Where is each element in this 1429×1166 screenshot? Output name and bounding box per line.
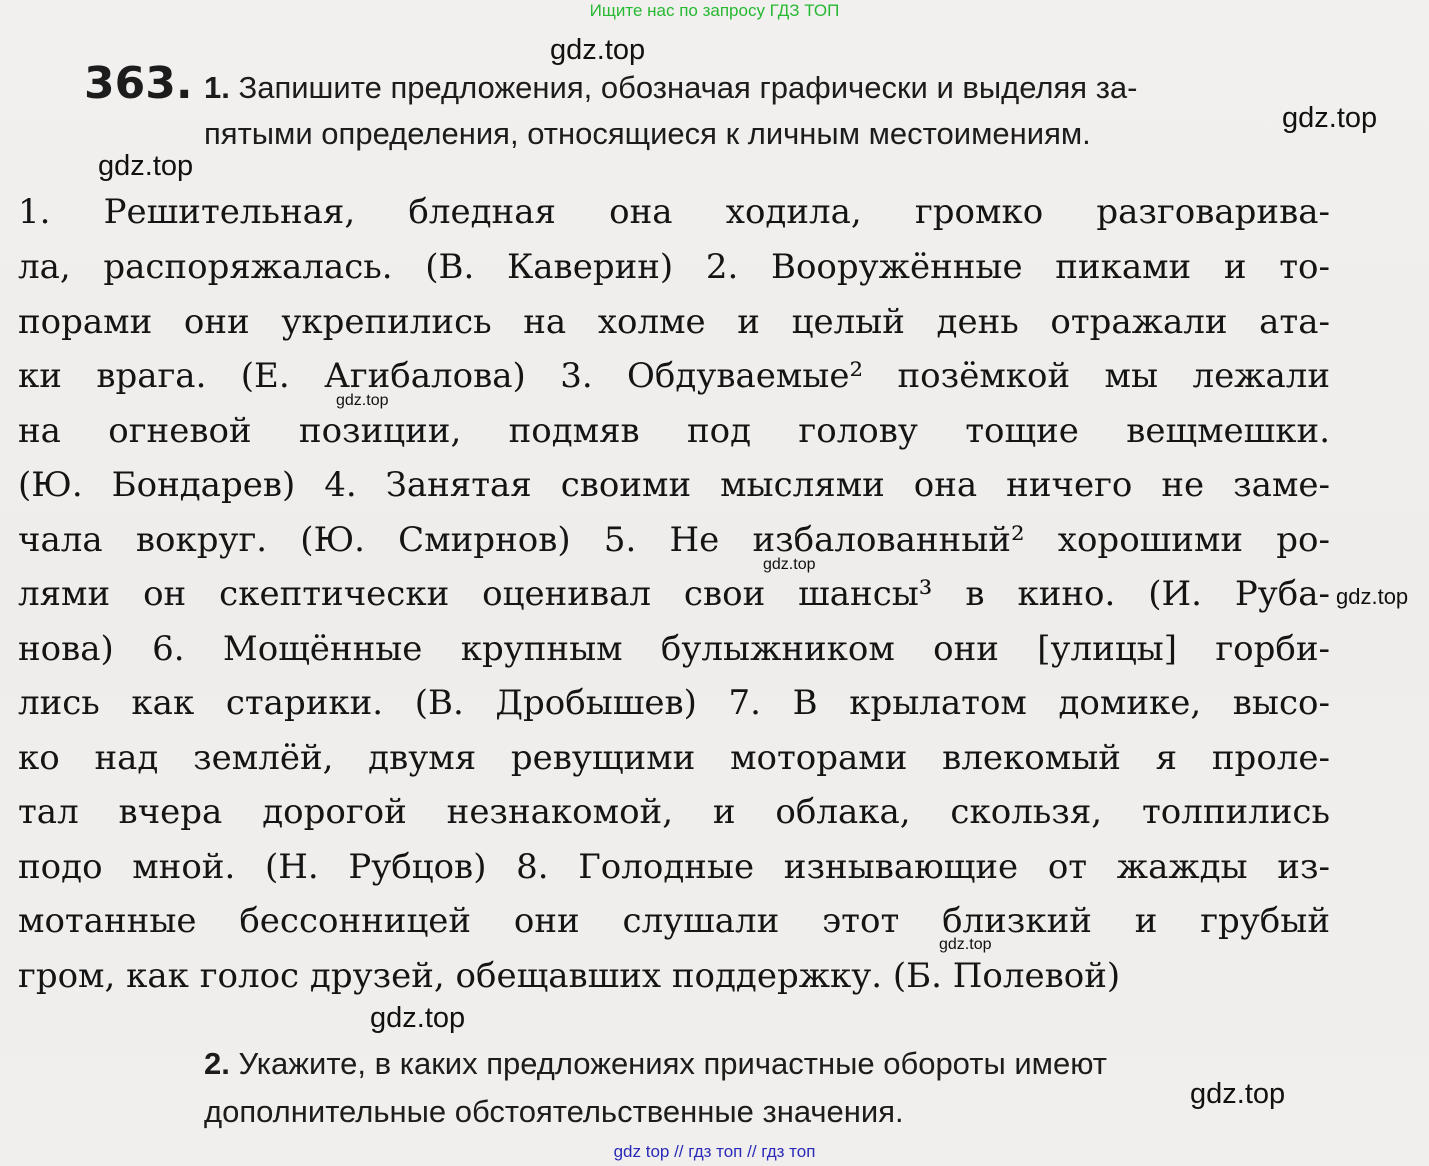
step-number: 2. — [204, 1046, 230, 1081]
watermark: gdz.top — [370, 1002, 466, 1034]
instruction-text: Укажите, в каких предложениях причастные обороты имеют — [238, 1046, 1107, 1081]
text-line: гром, как голос друзей, обещавших поддержку. (Б. Полевой) — [18, 956, 1121, 996]
watermark: gdz.top — [939, 936, 992, 953]
text-line: чала вокруг. (Ю. Смирнов) 5. Не избалованный² хорошими ро- — [18, 520, 1330, 560]
text-line: порами они укрепились на холме и целый день отражали ата- — [18, 302, 1330, 342]
task-instruction-2 — [204, 1044, 1107, 1084]
text-line: ла, распоряжалась. (В. Каверин) 2. Вооружённые пиками и то- — [18, 247, 1330, 287]
instruction-text: Запишите предложения, обозначая графически и выделяя за- — [238, 70, 1138, 105]
text-line: подо мной. (Н. Рубцов) 8. Голодные изнывающие от жажды из- — [18, 847, 1330, 887]
footer-links[interactable]: gdz top // гдз топ // гдз топ — [613, 1142, 816, 1161]
text-line: ки врага. (Е. Агибалова) 3. Обдуваемые² позёмкой мы лежали — [18, 356, 1330, 396]
text-line: лями он скептически оценивал свои шансы³ в кино. (И. Руба- — [18, 574, 1330, 614]
watermark: gdz.top — [1336, 584, 1409, 609]
text-line: (Ю. Бондарев) 4. Занятая своими мыслями она ничего не заме- — [18, 465, 1330, 505]
text-line: мотанные бессонницей они слушали этот близкий и грубый — [18, 901, 1330, 941]
exercise-number: 363. — [84, 58, 193, 109]
task-instruction-1 — [204, 68, 1137, 108]
watermark: gdz.top — [763, 556, 816, 573]
watermark: gdz.top — [98, 150, 194, 182]
text-line: нова) 6. Мощённые крупным булыжником они [улицы] горби- — [18, 629, 1330, 669]
watermark: gdz.top — [1282, 102, 1378, 134]
watermark: gdz.top — [1190, 1078, 1286, 1110]
task-instruction-2-cont: дополнительные обстоятельственные значения. — [204, 1094, 904, 1129]
text-line: ко над землёй, двумя ревущими моторами влекомый я проле- — [18, 738, 1330, 778]
text-line: 1. Решительная, бледная она ходила, громко разговарива- — [18, 192, 1330, 232]
watermark: gdz.top — [336, 392, 389, 409]
text-line: лись как старики. (В. Дробышев) 7. В крылатом домике, высо- — [18, 683, 1330, 723]
step-number: 1. — [204, 70, 230, 105]
watermark: gdz.top — [550, 34, 646, 66]
task-instruction-1-cont: пятыми определения, относящиеся к личным местоимениям. — [204, 116, 1091, 151]
search-banner[interactable]: Ищите нас по запросу ГДЗ ТОП — [589, 1, 840, 20]
text-line: на огневой позиции, подмяв под голову тощие вещмешки. — [18, 411, 1330, 451]
text-line: тал вчера дорогой незнакомой, и облака, скользя, толпились — [18, 792, 1330, 832]
